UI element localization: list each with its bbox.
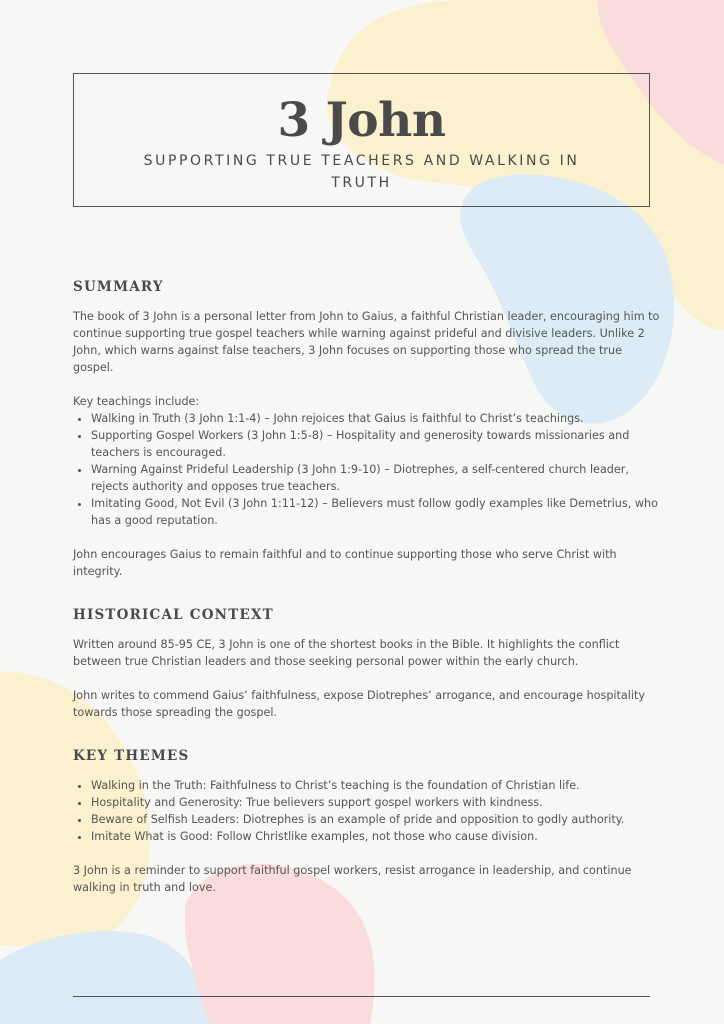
- blue-blob-bottom-left: [0, 931, 212, 1024]
- list-item: • Hospitality and Generosity: True believers support gospel workers with kindness.: [91, 794, 663, 811]
- summary-intro: The book of 3 John is a personal letter from John to Gaius, a faithful Christian leader, encouraging him to continue supporting true gospel teachers while warning against prideful and divisive leaders. Unlike 2 John, which warns against false teachers, 3 John focuses on supporting those who spread the true gospel.: [73, 310, 660, 374]
- list-item: • Imitate What is Good: Follow Christlike examples, not those who cause division.: [91, 828, 663, 845]
- themes-closing: 3 John is a reminder to support faithful gospel workers, resist arrogance in leadership, and continue walking in truth and love.: [73, 864, 632, 894]
- list-item: • Supporting Gospel Workers (3 John 1:5-8) – Hospitality and generosity towards missionaries and teachers is encouraged.: [91, 427, 663, 461]
- page-subtitle: SUPPORTING TRUE TEACHERS AND WALKING IN TRUTH: [143, 153, 580, 191]
- list-item: • Warning Against Prideful Leadership (3 John 1:9-10) – Diotrephes, a self-centered church leader, rejects authority and opposes true teachers.: [91, 461, 663, 495]
- historical-paragraph-1: Written around 85-95 CE, 3 John is one of the shortest books in the Bible. It highlights the conflict between true Christian leaders and those seeking personal power within the early church.: [73, 638, 620, 668]
- historical-paragraph-2: John writes to commend Gaius’ faithfulness, expose Diotrephes’ arrogance, and encourage hospitality towards those spreading the gospel.: [73, 689, 646, 719]
- main-content: [73, 278, 663, 896]
- summary-heading: SUMMARY: [73, 279, 164, 295]
- key-teachings-label: Key teachings include:: [73, 395, 200, 408]
- list-item: • Walking in the Truth: Faithfulness to Christ’s teaching is the foundation of Christian life.: [91, 777, 663, 794]
- title-box: [73, 73, 650, 207]
- key-teachings-list: [73, 410, 663, 529]
- key-themes-heading: KEY THEMES: [73, 748, 190, 764]
- summary-closing: John encourages Gaius to remain faithful and to continue supporting those who serve Christ with integrity.: [73, 548, 617, 578]
- bottom-divider: [73, 996, 650, 997]
- page-title: 3 John: [277, 93, 446, 148]
- list-item: • Walking in Truth (3 John 1:1-4) – John rejoices that Gaius is faithful to Christ’s teachings.: [91, 410, 663, 427]
- key-themes-list: [73, 777, 663, 845]
- list-item: • Beware of Selfish Leaders: Diotrephes is an example of pride and opposition to godly authority.: [91, 811, 663, 828]
- list-item: • Imitating Good, Not Evil (3 John 1:11-12) – Believers must follow godly examples like Demetrius, who has a good reputation.: [91, 495, 663, 529]
- historical-context-heading: HISTORICAL CONTEXT: [73, 607, 274, 623]
